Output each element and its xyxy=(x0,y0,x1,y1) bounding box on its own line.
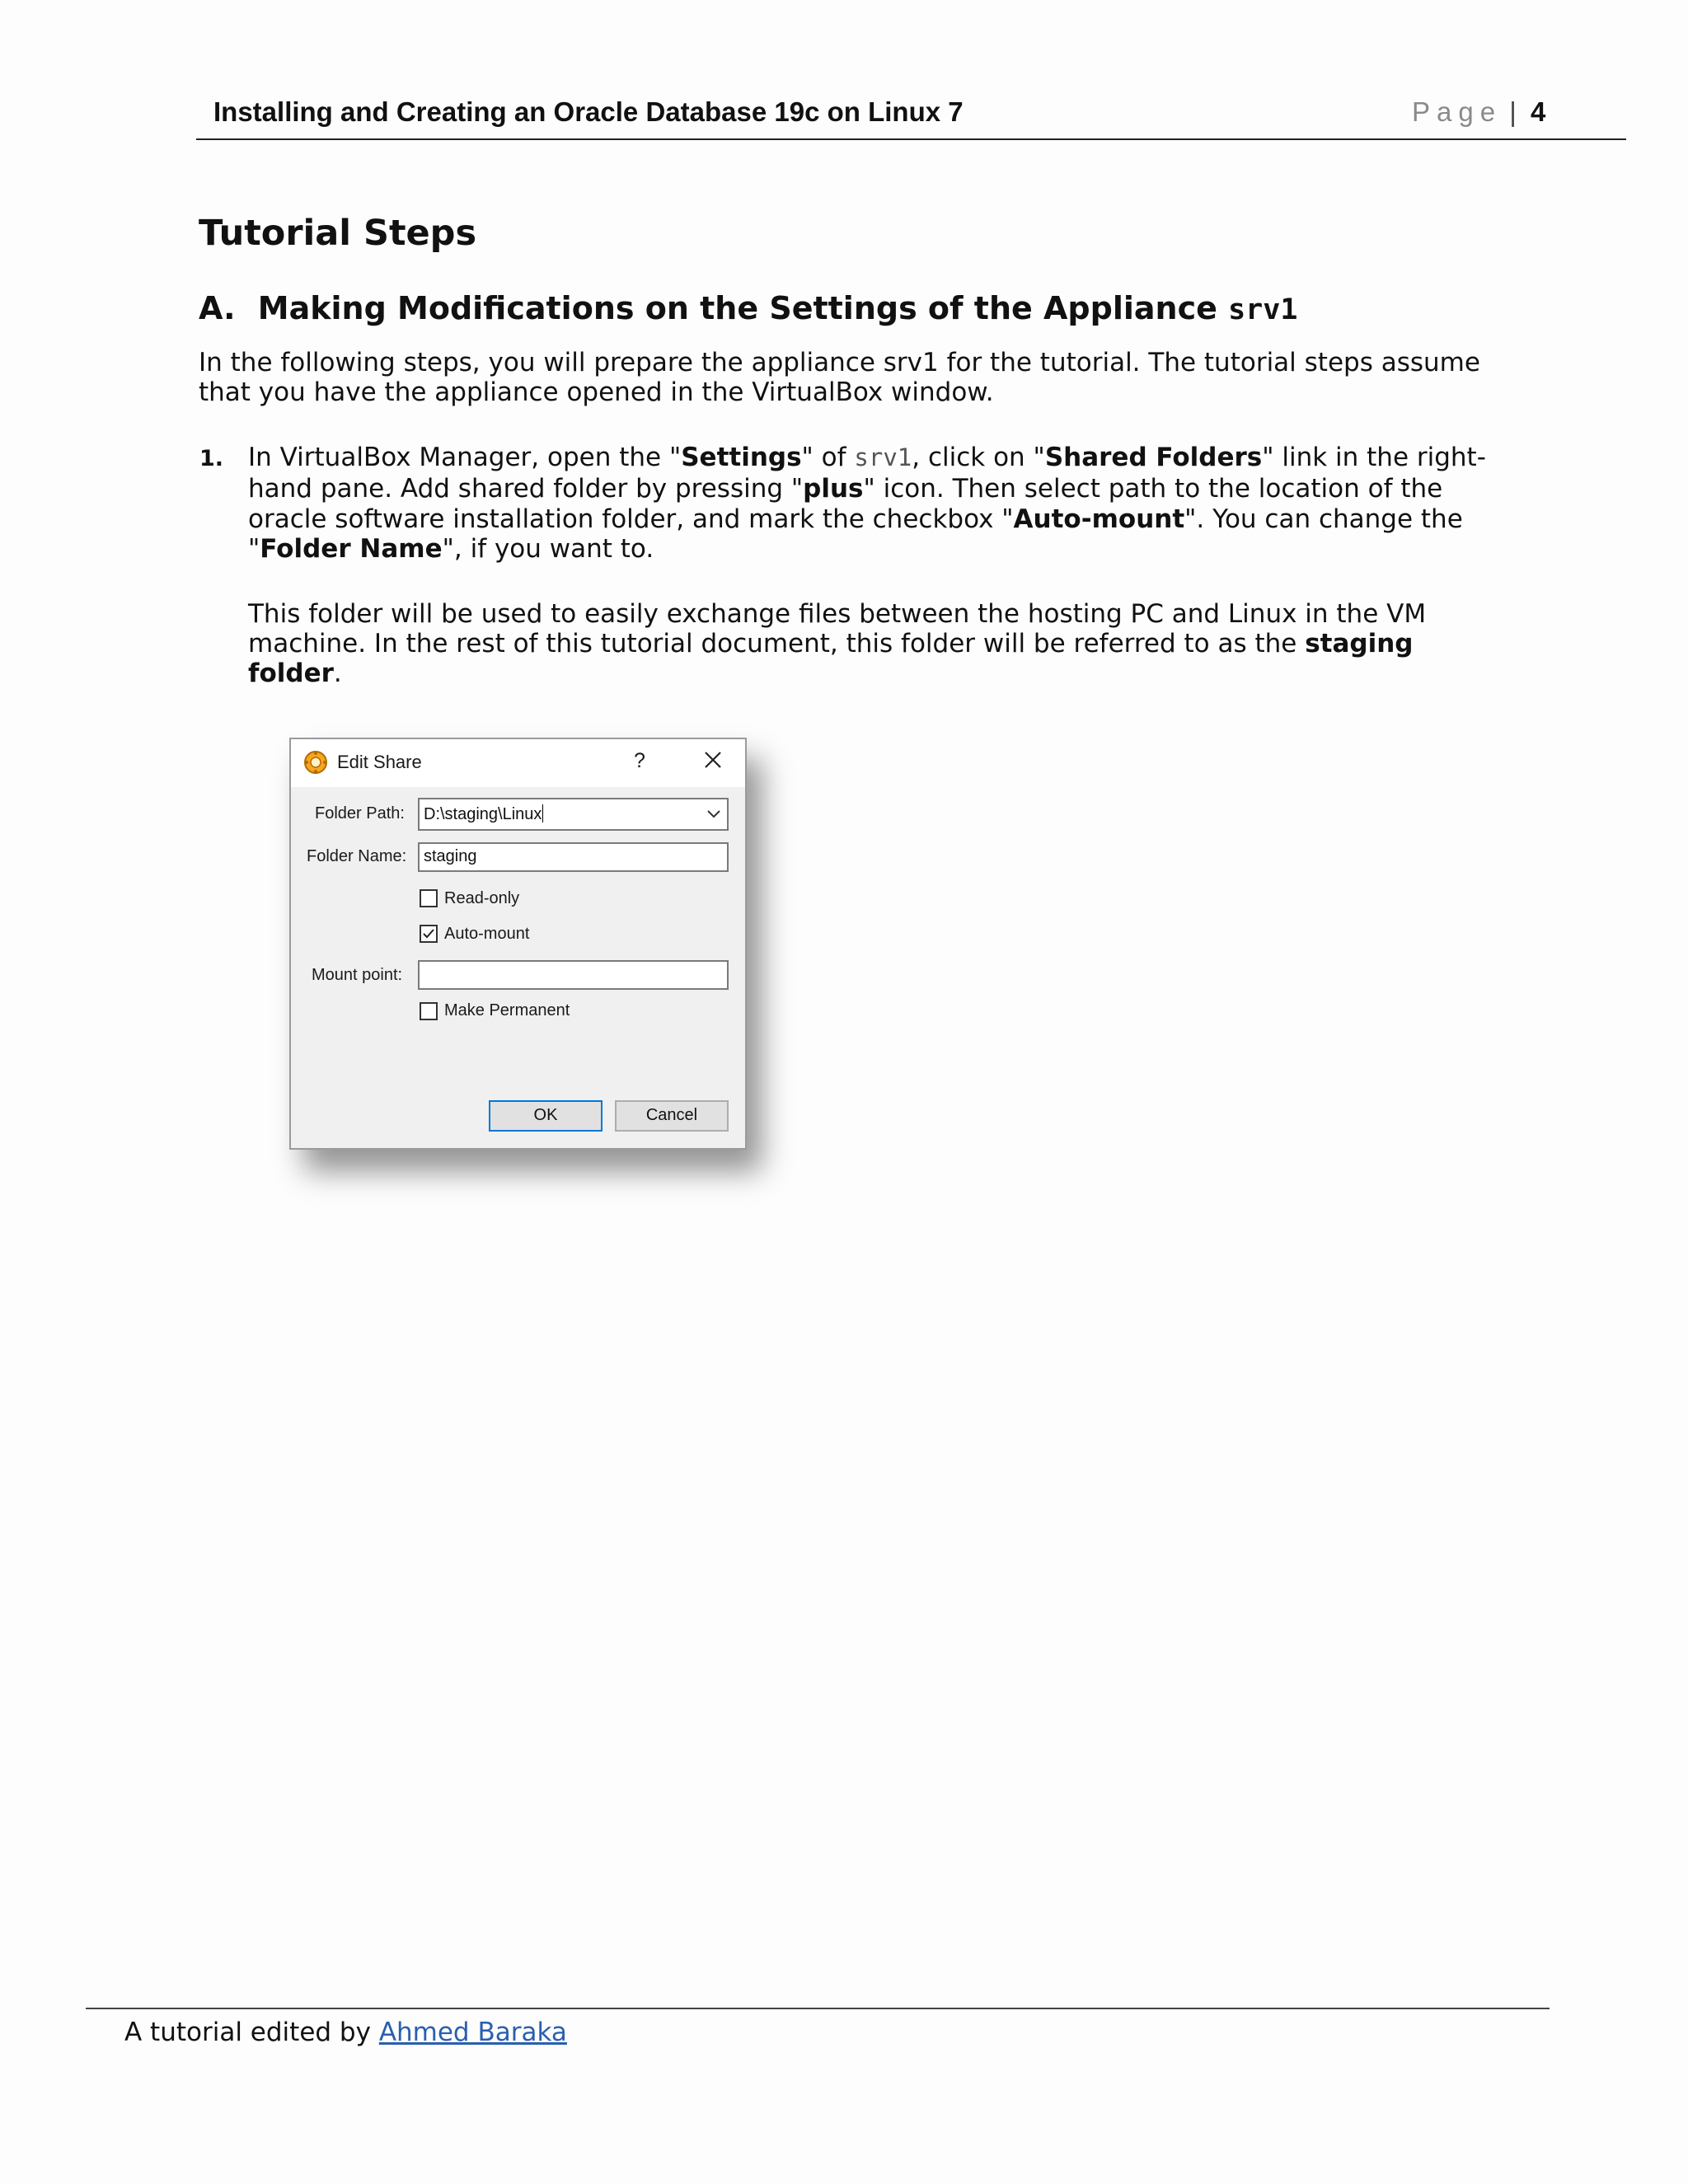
folder-path-label: Folder Path: xyxy=(315,804,405,823)
document-header-title: Installing and Creating an Oracle Database 19c on Linux 7 xyxy=(213,96,964,127)
close-icon[interactable] xyxy=(701,748,725,777)
text-run: " xyxy=(248,534,260,564)
bold-run: Auto-mount xyxy=(1013,504,1185,534)
page-indicator xyxy=(1412,96,1545,128)
intro-line-2: that you have the appliance opened in the VirtualBox window. xyxy=(199,377,994,407)
section-title: Tutorial Steps xyxy=(199,213,477,254)
chevron-down-icon[interactable] xyxy=(706,807,722,826)
dialog-title: Edit Share xyxy=(337,752,422,772)
mount-point-label: Mount point: xyxy=(312,966,403,984)
step1-para2-line-1: This folder will be used to easily exchange files between the hosting PC and Linux in the VM xyxy=(248,599,1427,629)
checkmark-icon xyxy=(421,926,436,946)
text-run: . xyxy=(333,658,342,688)
bold-run: folder xyxy=(248,658,334,688)
bold-run: Folder Name xyxy=(260,534,443,564)
make-permanent-checkbox[interactable] xyxy=(420,1002,438,1020)
intro-line-1: In the following steps, you will prepare the appliance srv1 for the tutorial. The tutorial steps assume xyxy=(199,348,1480,377)
step1-line-4 xyxy=(248,534,654,564)
bold-run: plus xyxy=(803,474,864,504)
text-run: " icon. Then select path to the location of the xyxy=(863,474,1443,504)
auto-mount-label: Auto-mount xyxy=(444,925,530,943)
text-caret xyxy=(542,804,543,823)
step1-line-1 xyxy=(248,443,1486,472)
text-run: ". You can change the xyxy=(1184,504,1463,534)
text-run: " link in the right- xyxy=(1262,443,1486,472)
page-word: Page xyxy=(1412,96,1503,127)
text-run: , click on " xyxy=(912,443,1045,472)
folder-name-field[interactable]: staging xyxy=(418,842,729,872)
text-run: machine. In the rest of this tutorial document, this folder will be referred to as the xyxy=(248,629,1306,658)
folder-name-label: Folder Name: xyxy=(307,847,407,865)
header-divider xyxy=(196,138,1626,140)
list-number: 1. xyxy=(199,446,224,471)
folder-path-value: D:\staging\Linux xyxy=(424,805,542,823)
subsection-code: srv1 xyxy=(1228,293,1298,326)
author-link[interactable]: Ahmed Baraka xyxy=(378,2018,567,2047)
code-run: srv1 xyxy=(854,443,912,471)
subsection-title-text: Making Modifications on the Settings of the Appliance xyxy=(257,290,1217,326)
edit-share-dialog xyxy=(289,738,747,1150)
bold-run: Shared Folders xyxy=(1044,443,1263,472)
page-number: 4 xyxy=(1531,96,1546,127)
subsection-title xyxy=(199,290,1297,326)
text-run: ", if you want to. xyxy=(442,534,654,564)
subsection-prefix: A. xyxy=(199,290,236,326)
step1-line-3 xyxy=(248,504,1463,534)
make-permanent-label: Make Permanent xyxy=(444,1001,570,1019)
footer-divider xyxy=(86,2008,1550,2009)
step1-line-2 xyxy=(248,474,1442,504)
folder-path-combobox[interactable] xyxy=(418,798,729,831)
read-only-checkbox[interactable] xyxy=(420,889,438,907)
virtualbox-icon xyxy=(302,749,329,780)
help-icon[interactable]: ? xyxy=(634,749,645,772)
text-run: In VirtualBox Manager, open the " xyxy=(248,443,682,472)
ok-button[interactable]: OK xyxy=(489,1100,603,1132)
footer-text: A tutorial edited by xyxy=(124,2018,371,2047)
page-separator: | xyxy=(1509,96,1517,127)
step1-para2-line-2 xyxy=(248,629,1413,658)
cancel-button[interactable]: Cancel xyxy=(615,1100,729,1132)
auto-mount-checkbox[interactable] xyxy=(420,925,438,943)
text-run: hand pane. Add shared folder by pressing " xyxy=(248,474,804,504)
text-run: " of xyxy=(801,443,855,472)
text-run: oracle software installation folder, and mark the checkbox " xyxy=(248,504,1014,534)
mount-point-field[interactable] xyxy=(418,960,729,990)
bold-run: staging xyxy=(1305,629,1414,658)
read-only-label: Read-only xyxy=(444,889,520,907)
step1-para2-line-3 xyxy=(248,658,342,688)
bold-run: Settings xyxy=(681,443,802,472)
footer-credit xyxy=(124,2018,567,2047)
